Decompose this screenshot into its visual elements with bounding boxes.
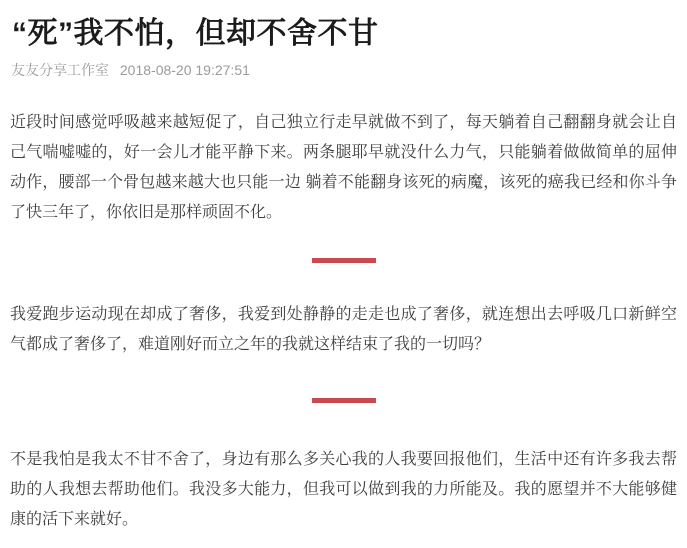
byline-timestamp: 2018-08-20 19:27:51 bbox=[119, 62, 250, 78]
byline bbox=[11, 62, 677, 78]
paragraph-1: 近段时间感觉呼吸越来越短促了，自己独立行走早就做不到了，每天躺着自己翻翻身就会让自己气喘嘘嘘的，好一会儿才能平静下来。两条腿耶早就没什么力气，只能躺着做做简单的屈伸动作，腰部一个骨包越来越大也只能一边 躺着不能翻身该死的病魔，该死的癌我已经和你斗争了快三年了，你依旧是那样顽固不化。 bbox=[10, 114, 677, 221]
article-page bbox=[0, 14, 687, 535]
section-divider bbox=[312, 258, 376, 263]
article-title: “死”我不怕，但却不舍不甘 bbox=[12, 17, 379, 50]
paragraph-3: 不是我怕是我太不甘不舍了，身边有那么多关心我的人我要回报他们，生活中还有许多我去帮助的人我想去帮助他们。我没多大能力，但我可以做到我的力所能及。我的愿望并不大能够健康的活下来就好。 bbox=[10, 451, 677, 528]
paragraph-2: 我爱跑步运动现在却成了奢侈，我爱到处静静的走走也成了奢侈，就连想出去呼吸几口新鲜空气都成了奢侈了，难道刚好而立之年的我就这样结束了我的一切吗？ bbox=[10, 306, 677, 353]
section-divider bbox=[312, 398, 376, 403]
byline-author: 友友分享工作室 bbox=[11, 62, 109, 78]
